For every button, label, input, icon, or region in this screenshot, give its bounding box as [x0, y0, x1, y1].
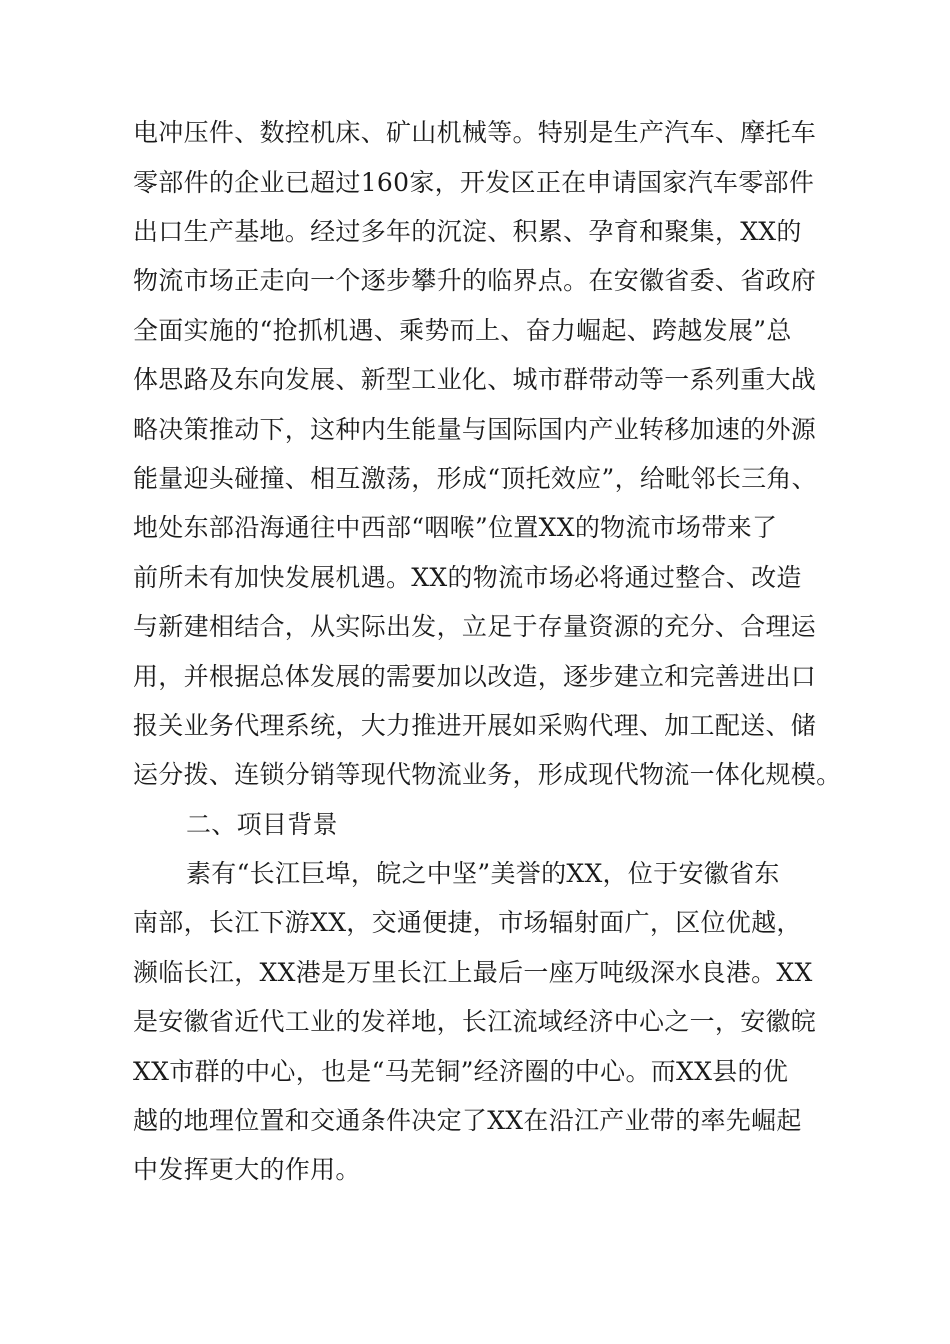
paragraph-line: 全面实施的“抢抓机遇、乘势而上、奋力崛起、跨越发展”总	[133, 316, 792, 345]
paragraph-line: 略决策推动下，这种内生能量与国际国内产业转移加速的外源	[133, 415, 817, 444]
paragraph-line: 物流市场正走向一个逐步攀升的临界点。在安徽省委、省政府	[133, 266, 817, 295]
paragraph-line: 南部，长江下游XX，交通便捷，市场辐射面广，区位优越，	[133, 908, 802, 937]
paragraph-line: 素有“长江巨埠，皖之中坚”美誉的XX，位于安徽省东	[186, 859, 780, 888]
paragraph-line: 电冲压件、数控机床、矿山机械等。特别是生产汽车、摩托车	[133, 118, 817, 147]
paragraph-line: 用，并根据总体发展的需要加以改造，逐步建立和完善进出口	[133, 662, 817, 691]
paragraph-line: 与新建相结合，从实际出发，立足于存量资源的充分、合理运	[133, 612, 817, 641]
paragraph-line: 出口生产基地。经过多年的沉淀、积累、孕育和聚集，XX的	[133, 217, 802, 246]
paragraph-line: 濒临长江，XX港是万里长江上最后一座万吨级深水良港。XX	[133, 958, 813, 987]
paragraph-line: 前所未有加快发展机遇。XX的物流市场必将通过整合、改造	[133, 563, 802, 592]
paragraph-line: 是安徽省近代工业的发祥地，长江流域经济中心之一，安徽皖	[133, 1007, 817, 1036]
paragraph-line: 报关业务代理系统，大力推进开展如采购代理、加工配送、储	[133, 711, 817, 740]
paragraph-line: 地处东部沿海通往中西部“咽喉”位置XX的物流市场带来了	[133, 513, 778, 542]
paragraph-line: 零部件的企业已超过160家，开发区正在申请国家汽车零部件	[133, 168, 815, 197]
paragraph-line: 能量迎头碰撞、相互激荡，形成“顶托效应”，给毗邻长三角、	[133, 464, 817, 493]
paragraph-line: 越的地理位置和交通条件决定了XX在沿江产业带的率先崛起	[133, 1106, 802, 1135]
paragraph-line: 运分拨、连锁分销等现代物流业务，形成现代物流一体化规模。	[133, 760, 842, 789]
paragraph-line: 体思路及东向发展、新型工业化、城市群带动等一系列重大战	[133, 365, 817, 394]
section-heading: 二、项目背景	[186, 810, 338, 839]
paragraph-line: 中发挥更大的作用。	[133, 1155, 361, 1184]
paragraph-line: XX市群的中心，也是“马芜铜”经济圈的中心。而XX县的优	[133, 1057, 789, 1086]
